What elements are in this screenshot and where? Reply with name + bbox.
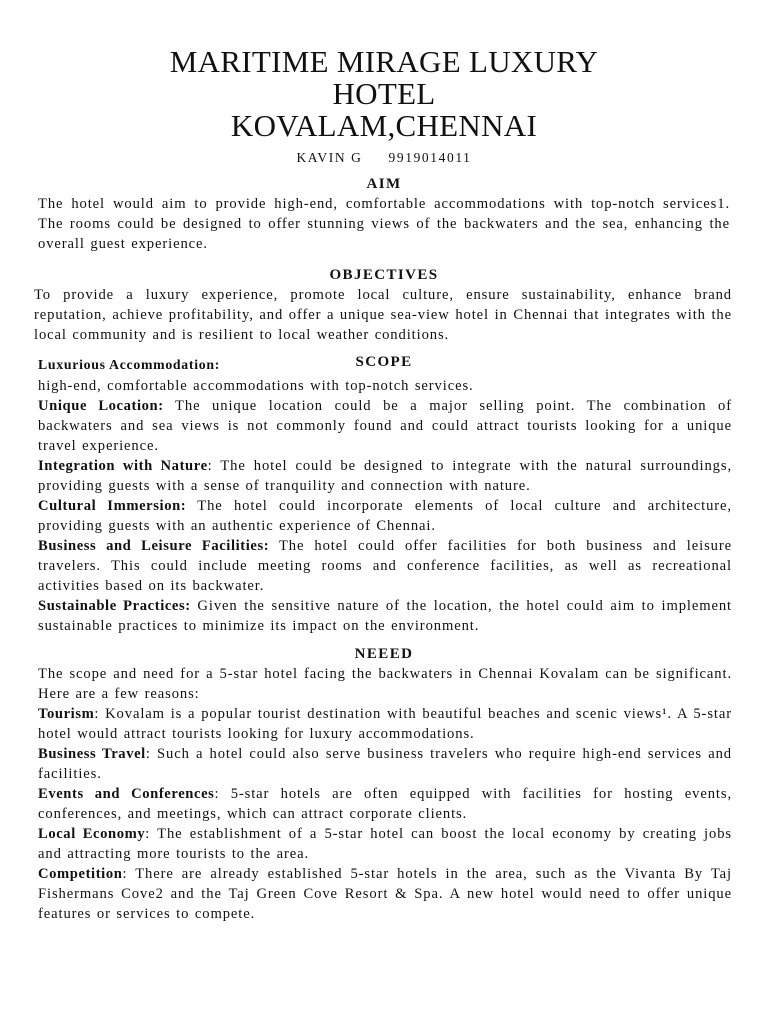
need-item-text: : Such a hotel could also serve business travelers who require high-end services and facilities.: [38, 746, 732, 782]
scope-first-label: Luxurious Accommodation:: [38, 357, 220, 372]
scope-list: [0, 396, 768, 636]
scope-item-label: Business and Leisure Facilities:: [38, 538, 270, 554]
list-item: [0, 864, 768, 924]
title-line-1: MARITIME MIRAGE LUXURY: [169, 44, 599, 79]
scope-item-label: Cultural Immersion:: [38, 498, 187, 514]
title-line-3: KOVALAM,CHENNAI: [230, 108, 538, 143]
objectives-text: To provide a luxury experience, promote local culture, ensure sustainability, enhance brand reputation, achieve profitability, and offer a unique sea-view hotel in Chennai that integrates with the local community and is resilient to local weather conditions.: [34, 287, 732, 343]
objectives-section: [0, 265, 768, 345]
need-item-label: Events and Conferences: [38, 786, 215, 802]
aim-text: The hotel would aim to provide high-end, comfortable accommodations with top-notch services1. The rooms could be designed to offer stunning views of the backwaters and the sea, enhancing the overall guest experience.: [38, 196, 730, 252]
need-item-label: Tourism: [38, 706, 95, 722]
need-item-label: Local Economy: [38, 826, 146, 842]
scope-item-label: Unique Location:: [38, 398, 164, 414]
objectives-heading: OBJECTIVES: [329, 267, 439, 283]
need-item-text: : There are already established 5-star hotels in the area, such as the Vivanta By Taj Fishermans Cove2 and the Taj Green Cove Resort & Spa. A new hotel would need to offer unique features or services to compete.: [38, 866, 732, 922]
scope-first-text: high-end, comfortable accommodations with top-notch services.: [38, 378, 474, 394]
scope-item-text: The hotel could incorporate elements of local culture and architecture, providing guests with an authentic experience of Chennai.: [38, 498, 732, 534]
title-line-2: HOTEL: [332, 76, 436, 111]
list-item: [0, 596, 768, 636]
need-item-label: Business Travel: [38, 746, 146, 762]
need-item-label: Competition: [38, 866, 123, 882]
list-item: [0, 784, 768, 824]
document-title: [0, 0, 768, 142]
list-item: [0, 704, 768, 744]
list-item: [0, 496, 768, 536]
list-item: [0, 536, 768, 596]
need-intro: The scope and need for a 5-star hotel facing the backwaters in Chennai Kovalam can be significant. Here are a few reasons:: [38, 666, 732, 702]
need-item-text: : 5-star hotels are often equipped with facilities for hosting events, conferences, and meetings, which can attract corporate clients.: [38, 786, 732, 822]
scope-section: [0, 356, 768, 636]
scope-item-label: Integration with Nature: [38, 458, 208, 474]
scope-item-text: Given the sensitive nature of the location, the hotel could aim to implement sustainable practices to minimize its impact on the environment.: [38, 598, 733, 634]
author-name: KAVIN G: [296, 150, 363, 165]
need-list: [0, 704, 768, 924]
need-heading: NEEED: [354, 646, 414, 662]
need-item-text: : Kovalam is a popular tourist destination with beautiful beaches and scenic views¹. A 5-star hotel would attract tourists looking for luxury accommodations.: [38, 706, 732, 742]
scope-item-label: Sustainable Practices:: [38, 598, 191, 614]
need-item-text: : The establishment of a 5-star hotel can boost the local economy by creating jobs and attracting more tourists to the area.: [38, 826, 732, 862]
author-phone: 9919014011: [388, 150, 472, 165]
list-item: [0, 744, 768, 784]
author-line: [0, 150, 768, 168]
scope-item-text: The unique location could be a major selling point. The combination of backwaters and sea views is not commonly found and could attract tourists looking for a unique travel experience.: [38, 398, 732, 454]
scope-item-text: : The hotel could be designed to integrate with the natural surroundings, providing guests with a sense of tranquility and connection with nature.: [38, 458, 732, 494]
scope-item-text: The hotel could offer facilities for both business and leisure travelers. This could include meeting rooms and conference facilities, as well as recreational activities based on its backwater.: [38, 538, 732, 594]
aim-section: [0, 174, 768, 254]
need-section: [0, 644, 768, 924]
scope-heading: SCOPE: [355, 354, 413, 370]
list-item: [0, 396, 768, 456]
list-item: [0, 824, 768, 864]
aim-heading: AIM: [366, 176, 402, 192]
list-item: [0, 456, 768, 496]
